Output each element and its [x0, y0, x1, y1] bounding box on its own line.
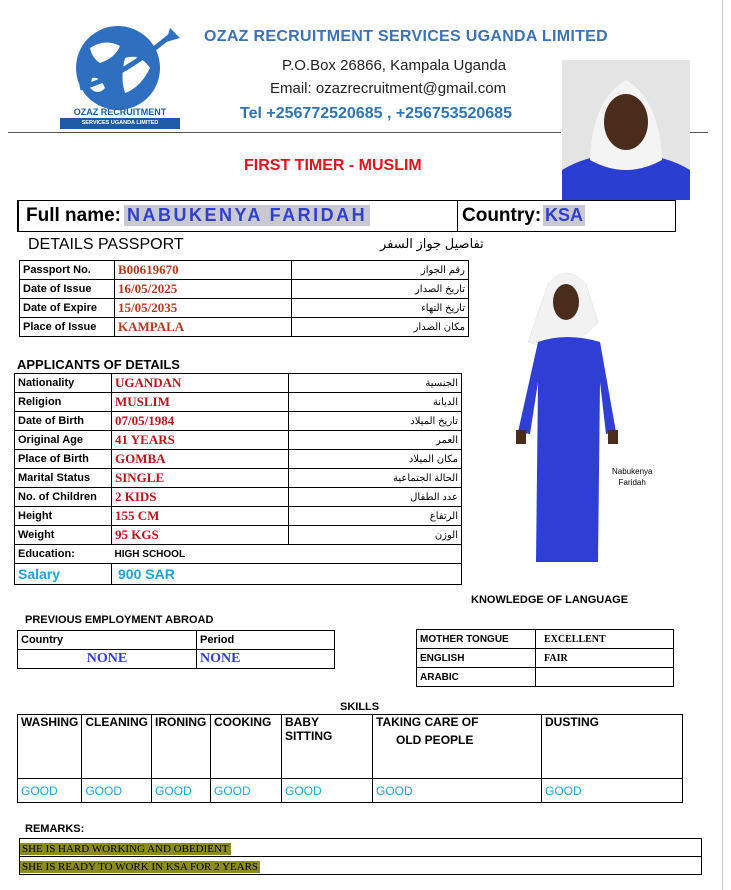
religion-label: Religion [15, 393, 112, 412]
company-email: Email: ozazrecruitment@gmail.com [270, 80, 507, 97]
table-row [20, 280, 469, 299]
rating-washing: GOOD [18, 779, 82, 803]
full-name-value: NABUKENYA FARIDAH [124, 205, 370, 226]
passport-no-label: Passport No. [20, 261, 115, 280]
skill-elderly-care [373, 715, 542, 779]
children-label: No. of Children [15, 488, 112, 507]
marital-status-value: SINGLE [112, 469, 289, 488]
nationality-label: Nationality [15, 374, 112, 393]
marital-status-label: Marital Status [15, 469, 112, 488]
previous-employment-table [17, 630, 335, 669]
logo-text [60, 108, 180, 129]
language-heading: KNOWLEDGE OF LANGUAGE [471, 594, 629, 606]
marital-status-arabic: الحالة الجتماعية [289, 469, 462, 488]
rating-dusting: GOOD [542, 779, 683, 803]
skill-dusting: DUSTING [542, 715, 683, 779]
table-row [15, 545, 462, 564]
skill-baby-sitting: BABY SITTING [282, 715, 373, 779]
passport-no-arabic: رقم الجواز [292, 261, 469, 280]
height-arabic: الرتفاع [289, 507, 462, 526]
children-arabic: عدد الطفال [289, 488, 462, 507]
skill-elderly-care-line1: TAKING CARE OF [376, 715, 479, 729]
nationality-value: UGANDAN [112, 374, 289, 393]
english-value: FAIR [536, 649, 674, 668]
date-of-issue-label: Date of Issue [20, 280, 115, 299]
remarks-row [19, 838, 702, 857]
photo-caption-line1: Nabukenya [612, 467, 653, 476]
height-value: 155 CM [112, 507, 289, 526]
skill-washing: WASHING [18, 715, 82, 779]
salary-label: Salary [15, 564, 112, 585]
rating-elderly-care: GOOD [373, 779, 542, 803]
remark-line-2: SHE IS READY TO WORK IN KSA FOR 2 YEARS [22, 861, 259, 873]
weight-value: 95 KGS [112, 526, 289, 545]
table-row [417, 668, 674, 687]
table-row [15, 526, 462, 545]
country-value: KSA [545, 205, 584, 225]
header-divider-right [690, 132, 708, 133]
place-of-birth-arabic: مكان الميلاد [289, 450, 462, 469]
photo-caption-line2: Faridah [618, 478, 646, 487]
skills-heading: SKILLS [340, 701, 380, 713]
rating-cooking: GOOD [211, 779, 282, 803]
table-row [15, 450, 462, 469]
table-row [417, 649, 674, 668]
passport-no-value: B00619670 [115, 261, 292, 280]
weight-arabic: الوزن [289, 526, 462, 545]
date-of-expire-label: Date of Expire [20, 299, 115, 318]
company-name: OZAZ RECRUITMENT SERVICES UGANDA LIMITED [204, 28, 609, 45]
prev-country-label: Country [18, 631, 197, 650]
table-row [15, 374, 462, 393]
skill-ironing: IRONING [152, 715, 211, 779]
table-row [15, 469, 462, 488]
mother-tongue-label: MOTHER TONGUE [417, 630, 536, 649]
logo-line2: SERVICES UGANDA LIMITED [60, 118, 180, 129]
salary-value: 900 SAR [112, 564, 462, 585]
age-value: 41 YEARS [112, 431, 289, 450]
applicant-heading: APPLICANTS OF DETAILS [17, 357, 180, 372]
table-row [15, 564, 462, 585]
nationality-arabic: الجنسية [289, 374, 462, 393]
table-row [15, 431, 462, 450]
skill-cooking: COOKING [211, 715, 282, 779]
date-of-expire-value: 15/05/2035 [115, 299, 292, 318]
table-row [20, 299, 469, 318]
children-value: 2 KIDS [112, 488, 289, 507]
date-of-expire-arabic: تاريخ التهاء [292, 299, 469, 318]
rating-cleaning: GOOD [82, 779, 152, 803]
prev-period-value: NONE [197, 650, 335, 669]
place-of-birth-label: Place of Birth [15, 450, 112, 469]
religion-value: MUSLIM [112, 393, 289, 412]
company-tel: Tel +256772520685 , +256753520685 [240, 105, 512, 122]
language-table [416, 629, 674, 687]
name-country-divider [457, 200, 458, 231]
religion-arabic: الديانة [289, 393, 462, 412]
table-row [20, 261, 469, 280]
portrait-photo [562, 60, 690, 200]
table-row [18, 650, 335, 669]
remarks-row [19, 856, 702, 875]
rating-baby-sitting: GOOD [282, 779, 373, 803]
age-label: Original Age [15, 431, 112, 450]
date-of-birth-label: Date of Birth [15, 412, 112, 431]
table-row [15, 412, 462, 431]
full-body-photo [508, 262, 626, 570]
company-address: P.O.Box 26866, Kampala Uganda [282, 57, 507, 74]
place-of-issue-arabic: مكان الصدار [292, 318, 469, 337]
skill-elderly-care-line2: OLD PEOPLE [396, 733, 474, 747]
table-row [15, 488, 462, 507]
table-row [20, 318, 469, 337]
globe-logo-icon [70, 18, 182, 114]
passport-heading: DETAILS PASSPORT [28, 236, 184, 253]
education-value: HIGH SCHOOL [112, 545, 462, 564]
previous-employment-heading: PREVIOUS EMPLOYMENT ABROAD [25, 614, 214, 626]
height-label: Height [15, 507, 112, 526]
arabic-value [536, 668, 674, 687]
table-row [18, 631, 335, 650]
weight-label: Weight [15, 526, 112, 545]
skills-header-row [18, 715, 683, 779]
header-divider-left [8, 132, 561, 133]
skills-rating-row [18, 779, 683, 803]
date-of-birth-value: 07/05/1984 [112, 412, 289, 431]
education-label: Education: [15, 545, 112, 564]
prev-country-value: NONE [18, 650, 197, 669]
photo-caption [612, 466, 652, 488]
passport-heading-arabic: تفاصيل جواز السفر [380, 236, 484, 251]
skill-cleaning: CLEANING [82, 715, 152, 779]
place-of-issue-label: Place of Issue [20, 318, 115, 337]
full-name-label: Full name: [26, 205, 122, 226]
date-of-issue-value: 16/05/2025 [115, 280, 292, 299]
rating-ironing: GOOD [152, 779, 211, 803]
prev-period-label: Period [197, 631, 335, 650]
date-of-issue-arabic: تاريخ الصدار [292, 280, 469, 299]
mother-tongue-value: EXCELLENT [536, 630, 674, 649]
skills-table [17, 714, 683, 803]
logo-line1: OZAZ RECRUITMENT [73, 107, 167, 117]
place-of-birth-value: GOMBA [112, 450, 289, 469]
date-of-birth-arabic: تاريخ الميلاد [289, 412, 462, 431]
arabic-label: ARABIC [417, 668, 536, 687]
country-label: Country: [462, 205, 542, 226]
page-title: FIRST TIMER - MUSLIM [244, 157, 422, 174]
place-of-issue-value: KAMPALA [115, 318, 292, 337]
age-arabic: العمر [289, 431, 462, 450]
passport-table [19, 260, 469, 337]
remark-line-1: SHE IS HARD WORKING AND OBEDIENT [22, 843, 229, 855]
remarks-heading: REMARKS: [25, 823, 85, 835]
english-label: ENGLISH [417, 649, 536, 668]
table-row [15, 507, 462, 526]
applicant-table [14, 373, 462, 585]
table-row [417, 630, 674, 649]
table-row [15, 393, 462, 412]
page-edge [722, 0, 723, 890]
